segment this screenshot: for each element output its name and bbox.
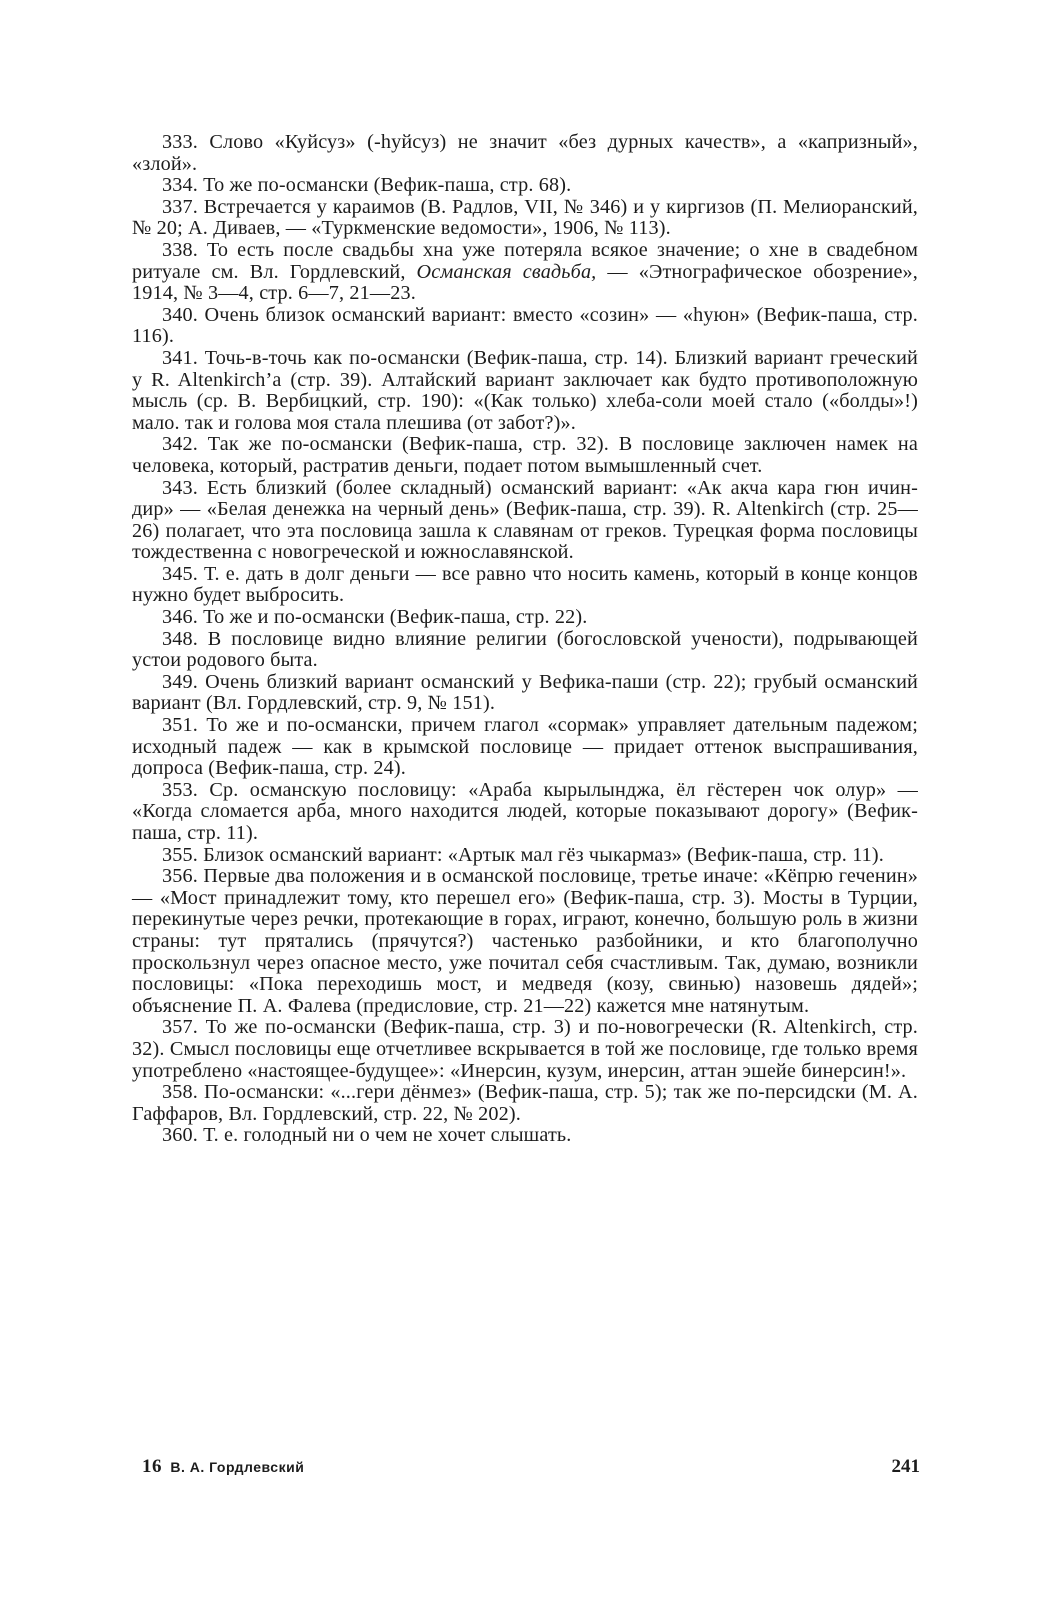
note-355: 355. Близок османский вариант: «Артык мал гёз чыкармаз» (Вефик-паша, стр. 11). (162, 843, 884, 866)
note-357: 357. То же по-османски (Вефик-паша, стр. 3) и по-новогречески (R. Altenkirch, стр. 32). Смысл пословицы еще отчетливее вскрывается в той же пословице, где только время употреблено «настоящее-будущее»: «Инерсин, кузум, инерсин, аттан эшейе бинерсин!». (132, 1016, 918, 1082)
note-334: 334. То же по-османски (Вефик-паша, стр. 68). (162, 174, 572, 197)
note-342: 342. Так же по-османски (Вефик-паша, стр. 32). В пословице заключен намек на человека, который, растратив деньги, подает потом вымышленный счет. (132, 433, 918, 477)
page-footer (142, 1456, 920, 1478)
note-345: 345. Т. е. дать в долг деньги — все равно что носить камень, который в конце концов нужно будет выбросить. (132, 562, 918, 607)
note-343: 343. Есть близкий (более складный) османский вариант: «Ак акча кара гюн ичин-дир» — «Белая денежка на черный день» (Вефик-паша, стр. 39). R. Altenkirch (стр. 25—26) полагает, что эта пословица зашла к славянам от греков. Турецкая форма пословицы тождественна с новогреческой и южнославянской. (132, 476, 918, 564)
notes-list (132, 132, 918, 1147)
note-338-text: 338. То есть после свадьбы хна уже потеряла всякое значение; о хне в свадебном ритуале см. Вл. Гордлевский, (132, 238, 918, 283)
signature-text: В. А. Гордлевский (170, 1459, 305, 1475)
note-351: 351. То же и по-османски, причем глагол «сормак» управляет дательным падежом; исходный падеж — как в крымской пословице — придает оттенок выспрашивания, допроса (Вефик-паша, стр. 24). (132, 714, 918, 780)
note-349: 349. Очень близкий вариант османский у Вефика-паши (стр. 22); грубый османский вариант (Вл. Гордлевский, стр. 9, № 151). (132, 670, 918, 715)
note-338-rest: — «Этнографическое обозрение», 1914, № 3—4, стр. 6—7, 21—23. (132, 260, 918, 305)
printer-signature (142, 1456, 304, 1478)
note-338 (132, 240, 918, 305)
note-360: 360. Т. е. голодный ни о чем не хочет слышать. (162, 1124, 572, 1147)
note-353: 353. Ср. османскую пословицу: «Араба кырылынджа, ёл гёстерен чок олур» — «Когда сломается арба, много находится людей, которые показывают дорогу» (Вефик-паша, стр. 11). (132, 778, 918, 844)
note-348: 348. В пословице видно влияние религии (богословской учености), подрывающей устои родового быта. (132, 627, 918, 672)
note-356: 356. Первые два положения и в османской пословице, третье иначе: «Кёпрю геченин» — «Мост принадлежит тому, кто перешел его» (Вефик-паша, стр. 3). Мосты в Турции, перекинутые через речки, протекающие в горах, играют, конечно, большую роль в жизни страны: тут прятались (прячутся?) частенько разбойники, и кто благополучно проскользнул через опасное место, уже почитал себя счастливым. Так, думаю, возникли пословицы: «Пока переходишь мост, и медведя (козу, свинью) назовешь дядей»; объяснение П. А. Фалева (предисловие, стр. 21—22) кажется мне натянутым. (132, 865, 918, 1017)
signature-number: 16 (142, 1456, 162, 1477)
note-358: 358. По-османски: «...гери дёнмез» (Вефик-паша, стр. 5); так же по-персидски (М. А. Гаффаров, Вл. Гордлевский, стр. 22, № 202). (132, 1081, 918, 1125)
page-body (132, 132, 918, 1147)
note-341: 341. Точь-в-точь как по-османски (Вефик-паша, стр. 14). Близкий вариант греческий у R. Altenkirch’a (стр. 39). Алтайский вариант заключает как будто противоположную мысль (ср. В. Вербицкий, стр. 190): «(Как только) хлеба-соли моей стало («болды»!) мало. так и голова моя стала плешива (от забот?)». (132, 346, 918, 434)
note-338-title: Османская свадьба, (416, 260, 597, 283)
note-333: 333. Слово «Куйсуз» (-hуйсуз) не значит «без дурных качеств», а «капризный», «злой». (132, 131, 918, 175)
note-340: 340. Очень близок османский вариант: вместо «созин» — «hуюн» (Вефик-паша, стр. 116). (132, 303, 918, 348)
page-number: 241 (891, 1456, 920, 1477)
note-337: 337. Встречается у караимов (В. Радлов, VII, № 346) и у киргизов (П. Мелиоранский, № 20; А. Диваев, — «Туркменские ведомости», 1906, № 113). (132, 195, 918, 240)
note-346: 346. То же и по-османски (Вефик-паша, стр. 22). (162, 606, 588, 629)
